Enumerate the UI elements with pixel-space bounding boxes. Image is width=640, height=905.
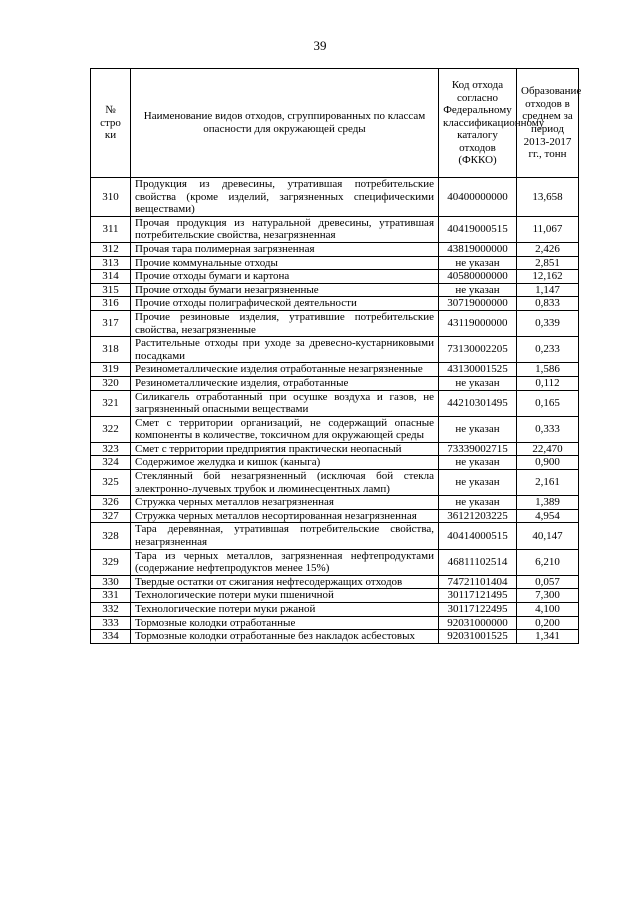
table-row xyxy=(91,575,579,589)
waste-name: Смет с территории предприятия практически неопасный xyxy=(131,442,439,456)
waste-name: Тара из черных металлов, загрязненная нефтепродуктами (содержание нефтепродуктов менее 15%) xyxy=(131,549,439,575)
row-number: 318 xyxy=(91,337,131,363)
row-number: 332 xyxy=(91,603,131,617)
table-row xyxy=(91,630,579,644)
row-number: 324 xyxy=(91,456,131,470)
table-row xyxy=(91,549,579,575)
waste-volume: 0,200 xyxy=(517,616,579,630)
waste-volume: 1,341 xyxy=(517,630,579,644)
fkko-code: 30117122495 xyxy=(439,603,517,617)
waste-volume: 0,833 xyxy=(517,297,579,311)
waste-name: Прочие отходы бумаги незагрязненные xyxy=(131,283,439,297)
row-number: 320 xyxy=(91,376,131,390)
row-number: 326 xyxy=(91,496,131,510)
row-number: 314 xyxy=(91,270,131,284)
waste-name: Тормозные колодки отработанные без накладок асбестовых xyxy=(131,630,439,644)
fkko-code: 43119000000 xyxy=(439,310,517,336)
row-number: 327 xyxy=(91,509,131,523)
waste-name: Стружка черных металлов несортированная незагрязненная xyxy=(131,509,439,523)
table-row xyxy=(91,442,579,456)
row-number: 311 xyxy=(91,216,131,242)
table-row xyxy=(91,456,579,470)
fkko-code: 40400000000 xyxy=(439,178,517,217)
fkko-code: 30117121495 xyxy=(439,589,517,603)
waste-name: Прочие отходы бумаги и картона xyxy=(131,270,439,284)
row-number: 316 xyxy=(91,297,131,311)
waste-name: Стружка черных металлов незагрязненная xyxy=(131,496,439,510)
table-row xyxy=(91,216,579,242)
fkko-code: 46811102514 xyxy=(439,549,517,575)
table-row xyxy=(91,589,579,603)
table-row xyxy=(91,616,579,630)
waste-volume: 0,057 xyxy=(517,575,579,589)
waste-volume: 0,233 xyxy=(517,337,579,363)
row-number: 330 xyxy=(91,575,131,589)
fkko-code: не указан xyxy=(439,456,517,470)
header-row-number: № стро ки xyxy=(91,69,131,178)
waste-volume: 0,112 xyxy=(517,376,579,390)
waste-volume: 0,165 xyxy=(517,390,579,416)
waste-name: Тара деревянная, утратившая потребительские свойства, незагрязненная xyxy=(131,523,439,549)
table-row xyxy=(91,416,579,442)
header-fkko-code: Код отхода согласно Федеральному классификационному каталогу отходов (ФККО) xyxy=(439,69,517,178)
fkko-code: 30719000000 xyxy=(439,297,517,311)
table-row xyxy=(91,310,579,336)
table-row xyxy=(91,509,579,523)
fkko-code: 40414000515 xyxy=(439,523,517,549)
table-header-row xyxy=(91,69,579,178)
fkko-code: 73339002715 xyxy=(439,442,517,456)
row-number: 312 xyxy=(91,242,131,256)
table-row xyxy=(91,270,579,284)
waste-name: Продукция из древесины, утратившая потребительские свойства (кроме изделий, загрязненных специфическими веществами) xyxy=(131,178,439,217)
waste-volume: 12,162 xyxy=(517,270,579,284)
waste-volume: 11,067 xyxy=(517,216,579,242)
waste-volume: 2,851 xyxy=(517,256,579,270)
waste-name: Прочая тара полимерная загрязненная xyxy=(131,242,439,256)
fkko-code: 73130002205 xyxy=(439,337,517,363)
waste-name: Смет с территории организаций, не содержащий опасные компоненты в количестве, токсичном для окружающей среды xyxy=(131,416,439,442)
fkko-code: 40419000515 xyxy=(439,216,517,242)
waste-volume: 6,210 xyxy=(517,549,579,575)
table-row xyxy=(91,390,579,416)
fkko-code: не указан xyxy=(439,256,517,270)
fkko-code: не указан xyxy=(439,416,517,442)
row-number: 322 xyxy=(91,416,131,442)
page-number: 39 xyxy=(313,38,327,53)
table-row xyxy=(91,178,579,217)
row-number: 310 xyxy=(91,178,131,217)
table-row xyxy=(91,376,579,390)
waste-name: Резинометаллические изделия отработанные незагрязненные xyxy=(131,363,439,377)
waste-volume: 13,658 xyxy=(517,178,579,217)
fkko-code: 36121203225 xyxy=(439,509,517,523)
waste-name: Технологические потери муки ржаной xyxy=(131,603,439,617)
row-number: 323 xyxy=(91,442,131,456)
waste-name: Стеклянный бой незагрязненный (исключая бой стекла электронно-лучевых трубок и люминесцентных ламп) xyxy=(131,470,439,496)
waste-name: Прочая продукция из натуральной древесины, утратившая потребительские свойства, незагрязненная xyxy=(131,216,439,242)
waste-name: Твердые остатки от сжигания нефтесодержащих отходов xyxy=(131,575,439,589)
table-body xyxy=(91,178,579,644)
fkko-code: 40580000000 xyxy=(439,270,517,284)
row-number: 313 xyxy=(91,256,131,270)
header-waste-volume: Образование отходов в среднем за период 2013-2017 гг., тонн xyxy=(517,69,579,178)
table-row xyxy=(91,603,579,617)
waste-volume: 2,161 xyxy=(517,470,579,496)
header-waste-name: Наименование видов отходов, сгруппированных по классам опасности для окружающей среды xyxy=(131,69,439,178)
waste-volume: 22,470 xyxy=(517,442,579,456)
table-row xyxy=(91,496,579,510)
table-row xyxy=(91,470,579,496)
row-number: 321 xyxy=(91,390,131,416)
waste-volume: 1,147 xyxy=(517,283,579,297)
waste-volume: 0,333 xyxy=(517,416,579,442)
waste-volume: 1,586 xyxy=(517,363,579,377)
waste-volume: 1,389 xyxy=(517,496,579,510)
table-row xyxy=(91,283,579,297)
row-number: 317 xyxy=(91,310,131,336)
row-number: 334 xyxy=(91,630,131,644)
fkko-code: не указан xyxy=(439,496,517,510)
waste-volume: 7,300 xyxy=(517,589,579,603)
table-row xyxy=(91,297,579,311)
row-number: 328 xyxy=(91,523,131,549)
row-number: 333 xyxy=(91,616,131,630)
waste-name: Прочие резиновые изделия, утратившие потребительские свойства, незагрязненные xyxy=(131,310,439,336)
waste-name: Прочие коммунальные отходы xyxy=(131,256,439,270)
waste-name: Силикагель отработанный при осушке воздуха и газов, не загрязненный опасными веществами xyxy=(131,390,439,416)
waste-volume: 0,900 xyxy=(517,456,579,470)
fkko-code: 74721101404 xyxy=(439,575,517,589)
fkko-code: 43130001525 xyxy=(439,363,517,377)
fkko-code: не указан xyxy=(439,376,517,390)
table-row xyxy=(91,523,579,549)
fkko-code: 92031000000 xyxy=(439,616,517,630)
row-number: 329 xyxy=(91,549,131,575)
waste-name: Содержимое желудка и кишок (каныга) xyxy=(131,456,439,470)
fkko-code: не указан xyxy=(439,470,517,496)
waste-name: Прочие отходы полиграфической деятельности xyxy=(131,297,439,311)
row-number: 325 xyxy=(91,470,131,496)
waste-volume: 40,147 xyxy=(517,523,579,549)
waste-volume: 2,426 xyxy=(517,242,579,256)
fkko-code: 92031001525 xyxy=(439,630,517,644)
waste-volume: 4,954 xyxy=(517,509,579,523)
waste-volume: 4,100 xyxy=(517,603,579,617)
fkko-code: не указан xyxy=(439,283,517,297)
table-row xyxy=(91,363,579,377)
waste-name: Технологические потери муки пшеничной xyxy=(131,589,439,603)
row-number: 331 xyxy=(91,589,131,603)
waste-name: Тормозные колодки отработанные xyxy=(131,616,439,630)
waste-name: Растительные отходы при уходе за древесно-кустарниковыми посадками xyxy=(131,337,439,363)
table-row xyxy=(91,256,579,270)
row-number: 315 xyxy=(91,283,131,297)
waste-name: Резинометаллические изделия, отработанные xyxy=(131,376,439,390)
table-row xyxy=(91,337,579,363)
waste-volume: 0,339 xyxy=(517,310,579,336)
row-number: 319 xyxy=(91,363,131,377)
table-row xyxy=(91,242,579,256)
fkko-code: 44210301495 xyxy=(439,390,517,416)
waste-table xyxy=(90,68,582,644)
fkko-code: 43819000000 xyxy=(439,242,517,256)
